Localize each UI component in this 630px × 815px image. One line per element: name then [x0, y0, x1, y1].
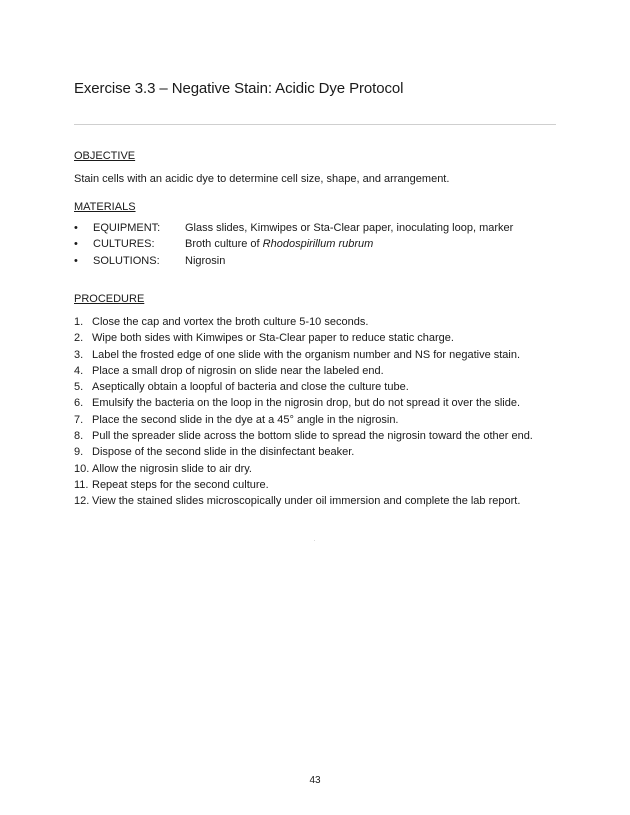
step-number: 3.	[74, 348, 84, 361]
step-number: 7.	[74, 413, 84, 426]
title-divider	[74, 124, 556, 125]
step-number: 10.	[74, 462, 90, 475]
materials-item-solutions	[74, 255, 574, 271]
step-number: 11.	[74, 478, 89, 491]
step-text: Close the cap and vortex the broth culture 5-10 seconds.	[92, 316, 369, 328]
materials-value-text: Nigrosin	[185, 254, 226, 267]
step-text: Repeat steps for the second culture.	[92, 478, 269, 491]
materials-value	[185, 255, 225, 267]
step-number: 5.	[74, 381, 84, 394]
page-number: 43	[309, 775, 321, 786]
step-number: 4.	[74, 364, 84, 377]
procedure-heading: PROCEDURE	[74, 293, 145, 305]
materials-item-cultures	[74, 238, 574, 254]
step-text: Label the frosted edge of one slide with the organism number and NS for negative stain.	[92, 348, 521, 361]
materials-value-italic: Rhodospirillum rubrum	[262, 238, 374, 251]
exercise-title: Exercise 3.3 – Negative Stain: Acidic Dye Protocol	[74, 80, 404, 97]
procedure-step	[74, 381, 574, 397]
procedure-step	[74, 397, 574, 413]
procedure-step	[74, 316, 574, 332]
bullet: •	[74, 238, 78, 251]
procedure-step	[74, 349, 574, 365]
procedure-step	[74, 495, 574, 511]
materials-heading: MATERIALS	[74, 201, 136, 213]
materials-value	[185, 238, 373, 250]
step-number: 6.	[74, 397, 84, 410]
procedure-step	[74, 332, 574, 348]
materials-value	[185, 222, 513, 234]
step-text: Pull the spreader slide across the bottom slide to spread the nigrosin toward the other end.	[92, 430, 533, 443]
materials-label: SOLUTIONS:	[93, 254, 160, 267]
materials-item-equipment	[74, 222, 574, 238]
step-number: 12.	[74, 495, 90, 508]
procedure-step	[74, 365, 574, 381]
step-number: 8.	[74, 430, 84, 443]
procedure-step	[74, 479, 574, 495]
objective-text: Stain cells with an acidic dye to determine cell size, shape, and arrangement.	[74, 173, 450, 185]
materials-label: CULTURES:	[93, 238, 155, 251]
step-text: Emulsify the bacteria on the loop in the nigrosin drop, but do not spread it over the slide.	[92, 397, 521, 410]
procedure-step	[74, 446, 574, 462]
step-text: Place a small drop of nigrosin on slide near the labeled end.	[92, 364, 384, 377]
materials-label: EQUIPMENT:	[93, 222, 161, 234]
page-speck	[314, 540, 315, 541]
procedure-step	[74, 463, 574, 479]
step-number: 9.	[74, 446, 84, 459]
step-text: Wipe both sides with Kimwipes or Sta-Clear paper to reduce static charge.	[92, 332, 454, 345]
bullet: •	[74, 222, 78, 234]
step-text: Aseptically obtain a loopful of bacteria and close the culture tube.	[92, 381, 409, 394]
step-text: Dispose of the second slide in the disinfectant beaker.	[92, 446, 355, 459]
procedure-step	[74, 414, 574, 430]
bullet: •	[74, 254, 78, 267]
materials-value-text: Broth culture of	[185, 238, 263, 251]
objective-heading: OBJECTIVE	[74, 150, 136, 162]
step-text: Allow the nigrosin slide to air dry.	[92, 462, 252, 475]
materials-list	[74, 222, 574, 271]
step-number: 2.	[74, 332, 84, 345]
step-text: Place the second slide in the dye at a 45° angle in the nigrosin.	[92, 413, 399, 426]
procedure-step	[74, 430, 574, 446]
procedure-steps	[74, 316, 574, 512]
materials-value-text: Glass slides, Kimwipes or Sta-Clear paper, inoculating loop, marker	[185, 222, 514, 234]
step-text: View the stained slides microscopically under oil immersion and complete the lab report.	[92, 495, 521, 508]
step-number: 1.	[74, 316, 84, 328]
